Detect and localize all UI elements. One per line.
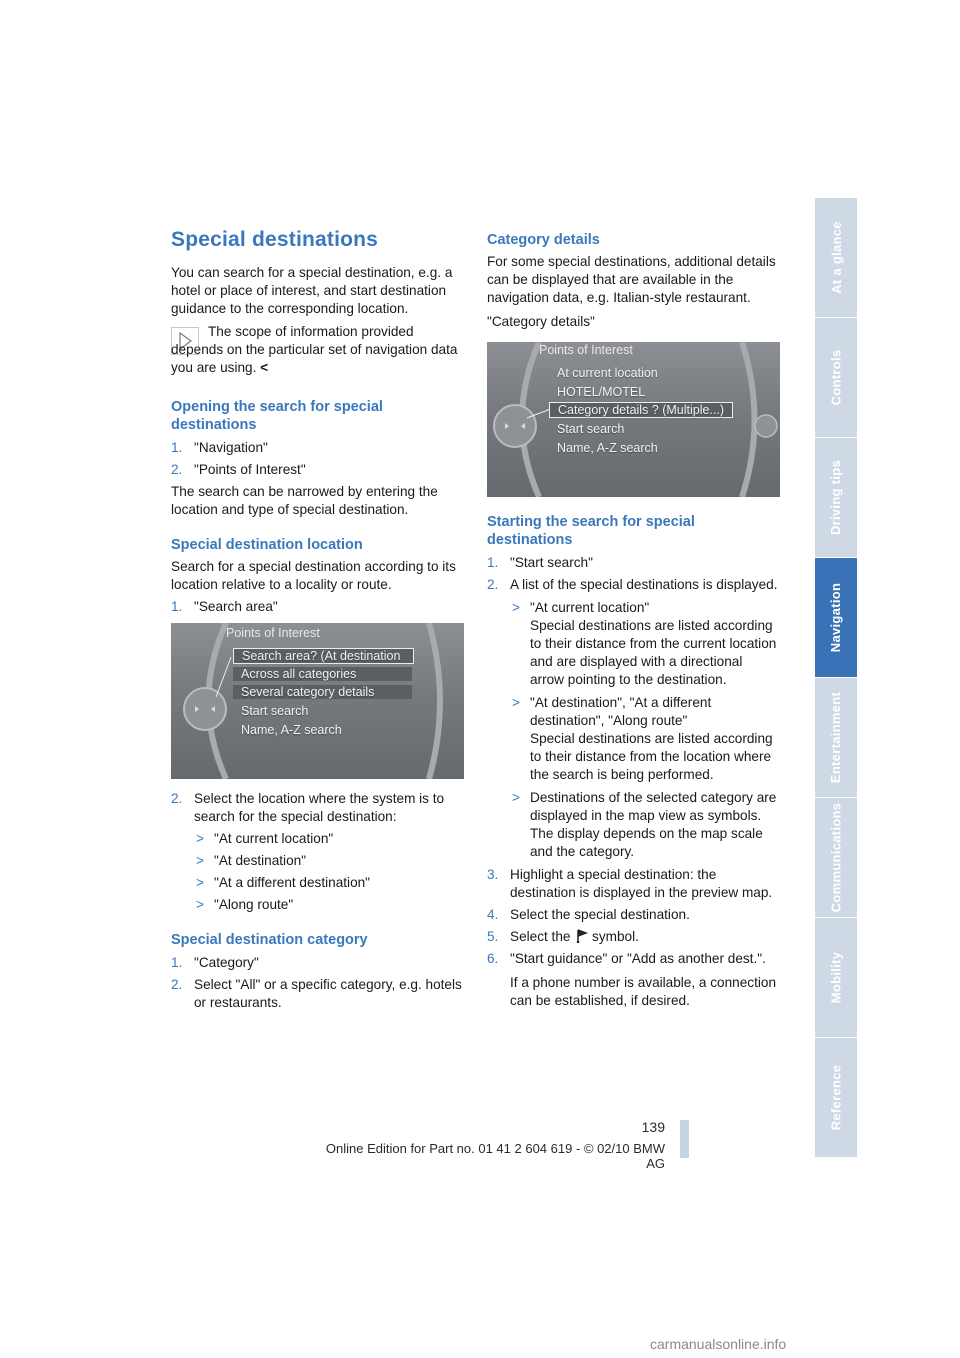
watermark: carmanualsonline.info: [650, 1336, 787, 1352]
note-body: The scope of information provided depends on the particular set of navigation data you are using.: [171, 324, 458, 375]
step-text: "Start search": [510, 555, 593, 570]
step-number: 6.: [487, 951, 499, 966]
list-item: [487, 950, 780, 968]
list-item: [487, 554, 780, 572]
opening-after-text: The search can be narrowed by entering the location and type of special destination.: [171, 484, 438, 517]
step-text: Select the location where the system is to search for the special destination:: [194, 791, 445, 824]
left-column: [171, 264, 464, 616]
screen-header: Points of Interest: [226, 626, 320, 640]
step-number: 4.: [487, 907, 499, 922]
page-number-bar: [680, 1120, 689, 1158]
bullet-title: "At destination", "At a different destination", "Along route": [530, 695, 712, 728]
step-number: 1.: [171, 599, 183, 614]
step-text: "Search area": [194, 599, 278, 614]
bullet-text: Special destinations are listed according to their distance from the location where the search is being performed.: [530, 731, 773, 782]
bullet-text: "At destination": [214, 853, 307, 868]
starting-after-text: If a phone number is available, a connection can be established, if desired.: [510, 975, 777, 1008]
list-item: [171, 954, 464, 972]
tab-mobility[interactable]: Mobility: [815, 918, 857, 1037]
list-item: [487, 866, 780, 902]
controller-dial-icon: [171, 623, 464, 779]
step-text: "Start guidance" or "Add as another dest.".: [510, 951, 766, 966]
step-number: 5.: [487, 929, 499, 944]
menu-item-name-search[interactable]: Name, A-Z search: [557, 441, 658, 455]
list-item: > "Along route": [196, 897, 294, 912]
list-item: [487, 906, 780, 924]
list-item: [171, 790, 464, 826]
bullet-text: "At a different destination": [214, 875, 371, 890]
tab-communications[interactable]: Communications: [815, 798, 857, 917]
list-item: > "At current location" Special destinations are listed according to their distance from the current location and are displayed with a directional arrow pointing to the destination.: [512, 600, 777, 687]
page-title: Special destinations: [171, 228, 379, 251]
list-item: [171, 461, 464, 479]
bullet-text: Special destinations are listed according to their distance from the current location and are displayed with a directional arrow pointing to the destination.: [530, 618, 777, 687]
list-item: [487, 576, 780, 594]
tab-driving-tips[interactable]: Driving tips: [815, 438, 857, 557]
menu-item-category-details[interactable]: Category details ? (Multiple...): [549, 402, 733, 418]
screenshot-category-details: [487, 342, 780, 497]
bullet-title: "At current location": [530, 600, 650, 615]
screen-header: Points of Interest: [539, 343, 633, 357]
list-item: > Destinations of the selected category are displayed in the map view as symbols. The display depends on the map scale and the category.: [512, 790, 777, 859]
note-text: [171, 323, 464, 377]
opening-heading: Opening the search for special destinations: [171, 399, 383, 433]
details-quote: "Category details": [487, 314, 595, 329]
bullet-text: Destinations of the selected category are displayed in the map view as symbols. The display depends on the map scale and the category.: [530, 790, 777, 859]
menu-item-at-current-location[interactable]: At current location: [557, 366, 658, 380]
list-item: > "At current location": [196, 831, 334, 846]
list-item: [171, 598, 464, 616]
tab-reference[interactable]: Reference: [815, 1038, 857, 1157]
tab-entertainment[interactable]: Entertainment: [815, 678, 857, 797]
step-number: 2.: [171, 977, 183, 992]
intro-paragraph: You can search for a special destination, e.g. a hotel or place of interest, and start destination guidance to the corresponding location.: [171, 265, 453, 316]
chapter-tabs: [815, 198, 857, 1160]
location-heading: Special destination location: [171, 537, 363, 553]
menu-item-name-search[interactable]: Name, A-Z search: [241, 723, 342, 737]
step-text: Highlight a special destination: the destination is displayed in the preview map.: [510, 867, 773, 900]
footer-edition: Online Edition for Part no. 01 41 2 604 619 - © 02/10 BMW AG: [325, 1141, 665, 1171]
step-number: 2.: [171, 791, 183, 806]
list-item: [171, 976, 464, 1012]
details-heading: Category details: [487, 232, 600, 248]
menu-item-across-all-categories[interactable]: Across all categories: [233, 667, 412, 681]
bullet-text: "Along route": [214, 897, 294, 912]
menu-item-hotel-motel[interactable]: HOTEL/MOTEL: [557, 385, 646, 399]
list-item: [487, 928, 780, 946]
bullet-text: "At current location": [214, 831, 334, 846]
menu-item-several-category-details[interactable]: Several category details: [233, 685, 412, 699]
screenshot-points-of-interest: [171, 623, 464, 779]
tab-controls[interactable]: Controls: [815, 318, 857, 437]
tab-at-a-glance[interactable]: At a glance: [815, 198, 857, 317]
step-text-post: symbol.: [592, 929, 639, 944]
step-number: 3.: [487, 867, 499, 882]
list-item: [171, 439, 464, 457]
step-number: 1.: [171, 955, 183, 970]
right-column: [487, 231, 780, 331]
starting-heading: Starting the search for special destinations: [487, 514, 695, 548]
page-number: 139: [641, 1119, 665, 1135]
location-intro: Search for a special destination according to its location relative to a locality or route.: [171, 559, 456, 592]
step-text: "Category": [194, 955, 259, 970]
step-text: "Points of Interest": [194, 462, 306, 477]
step-text: Select the special destination.: [510, 907, 690, 922]
step-text: "Navigation": [194, 440, 268, 455]
step-number: 2.: [171, 462, 183, 477]
list-item: > "At a different destination": [196, 875, 371, 890]
right-column-lower: [487, 513, 780, 1010]
step-text: A list of the special destinations is displayed.: [510, 577, 778, 592]
left-column-lower: [171, 790, 464, 1012]
step-number: 1.: [171, 440, 183, 455]
step-text: Select "All" or a specific category, e.g. hotels or restaurants.: [194, 977, 462, 1010]
menu-item-search-area[interactable]: Search area? (At destination: [233, 648, 414, 664]
list-item: > "At destination", "At a different destination", "Along route" Special destinations are listed according to their distance from the location where the search is being performed.: [512, 695, 773, 782]
step-text-pre: Select the: [510, 929, 571, 944]
tab-navigation[interactable]: Navigation: [815, 558, 857, 677]
step-number: 2.: [487, 577, 499, 592]
flag-symbol-icon: [574, 929, 588, 943]
category-heading: Special destination category: [171, 932, 368, 948]
menu-item-start-search[interactable]: Start search: [557, 422, 625, 436]
list-item: > "At destination": [196, 853, 307, 868]
step-number: 1.: [487, 555, 499, 570]
note-end-marker: <: [260, 360, 269, 375]
details-text: For some special destinations, additional details can be displayed that are available in the navigation data, e.g. Italian-style restaurant.: [487, 254, 776, 305]
menu-item-start-search[interactable]: Start search: [241, 704, 309, 718]
